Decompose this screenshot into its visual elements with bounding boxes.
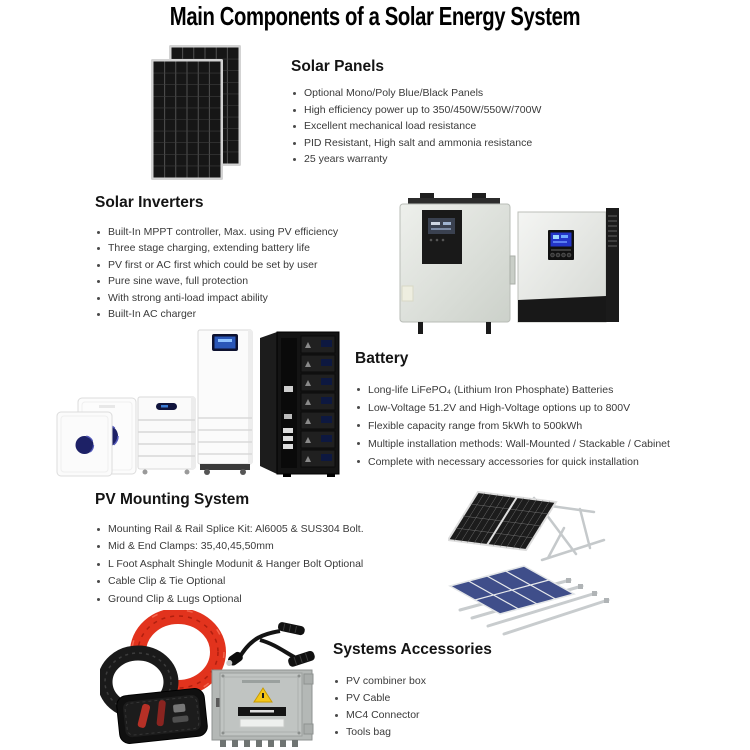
bullet-item: With strong anti-load impact ability [95, 290, 338, 306]
bullet-item: Built-In AC charger [95, 306, 338, 322]
bullet-item: PID Resistant, High salt and ammonia resistance [291, 135, 541, 152]
bullet-item: Excellent mechanical load resistance [291, 118, 541, 135]
bullet-item: Pure sine wave, full protection [95, 273, 338, 289]
bullet-item: PV combiner box [333, 673, 492, 690]
solar-inverters-bullet-list [95, 224, 338, 322]
bullet-item: MC4 Connector [333, 707, 492, 724]
bullet-item: Tools bag [333, 724, 492, 741]
solar-inverters-heading: Solar Inverters [95, 194, 204, 211]
mc4-connector-icon [224, 621, 316, 668]
solar-panel-icon [144, 38, 269, 186]
section-solar-inverters [95, 193, 338, 322]
bullet-item: Long-life LiFePO₄ (Lithium Iron Phosphate) Batteries [355, 381, 670, 399]
bullet-item: L Foot Asphalt Shingle Modunit & Hanger Bolt Optional [95, 556, 364, 573]
mounting-rack-icon [448, 482, 616, 642]
battery-icon [55, 328, 343, 478]
section-systems-accessories [333, 640, 492, 741]
battery-heading: Battery [355, 350, 409, 367]
bullet-item: Cable Clip & Tie Optional [95, 573, 364, 590]
page-title: Main Components of a Solar Energy System [169, 1, 581, 31]
pv-mounting-image [448, 482, 616, 647]
accessories-image [100, 610, 330, 750]
solar-inverters-image [398, 190, 628, 345]
bullet-item: Complete with necessary accessories for quick installation [355, 453, 670, 471]
combiner-box-icon [212, 670, 313, 747]
bullet-item: High efficiency power up to 350/450W/550W/700W [291, 102, 541, 119]
bullet-item: PV first or AC first which could be set by user [95, 257, 338, 273]
bullet-item: Flexible capacity range from 5kWh to 500kWh [355, 417, 670, 435]
bullet-item: Multiple installation methods: Wall-Mounted / Stackable / Cabinet [355, 435, 670, 453]
bullet-item: PV Cable [333, 690, 492, 707]
section-pv-mounting [95, 490, 364, 608]
solar-panels-bullet-list [291, 85, 541, 168]
systems-accessories-bullet-list [333, 673, 492, 741]
bullet-item: Low-Voltage 51.2V and High-Voltage options up to 800V [355, 399, 670, 417]
solar-panels-image [144, 38, 269, 191]
solar-panels-heading: Solar Panels [291, 58, 385, 75]
bullet-item: Optional Mono/Poly Blue/Black Panels [291, 85, 541, 102]
accessories-icon [100, 610, 330, 750]
bullet-item: Three stage charging, extending battery life [95, 240, 338, 256]
bullet-item: Ground Clip & Lugs Optional [95, 591, 364, 608]
pv-mounting-heading: PV Mounting System [95, 491, 250, 508]
tools-bag-icon [116, 688, 209, 745]
section-battery [355, 349, 670, 471]
bullet-item: 25 years warranty [291, 151, 541, 168]
battery-image [55, 328, 343, 483]
section-solar-panels [291, 57, 541, 168]
bullet-item: Mid & End Clamps: 35,40,45,50mm [95, 538, 364, 555]
bullet-item: Built-In MPPT controller, Max. using PV efficiency [95, 224, 338, 240]
inverter-icon [398, 190, 628, 340]
bullet-item: Mounting Rail & Rail Splice Kit: Al6005 & SUS304 Bolt. [95, 521, 364, 538]
battery-bullet-list [355, 381, 670, 471]
systems-accessories-heading: Systems Accessories [333, 641, 492, 658]
pv-mounting-bullet-list [95, 521, 364, 608]
